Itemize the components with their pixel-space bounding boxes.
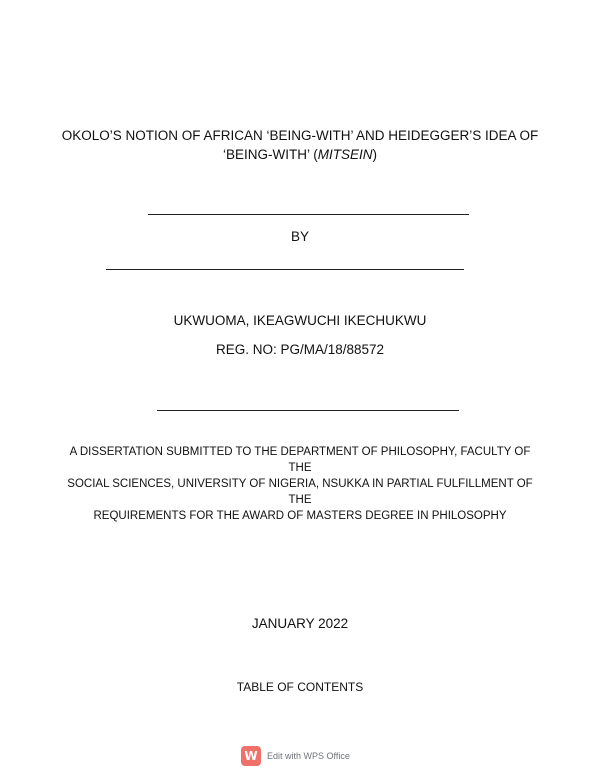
by-label: BY [290, 229, 309, 244]
dissertation-line-1: A DISSERTATION SUBMITTED TO THE DEPARTMENT OF PHILOSOPHY, FACULTY OF THE [69, 446, 531, 474]
table-of-contents-heading: TABLE OF CONTENTS [236, 680, 364, 694]
title-mitsein: MITSEIN [317, 147, 373, 162]
title-line-2-pre: ‘BEING-WITH’ ( [222, 147, 318, 162]
dissertation-line-3: REQUIREMENTS FOR THE AWARD OF MASTERS DEGREE IN PHILOSOPHY [93, 510, 507, 522]
divider-rule-1 [148, 214, 469, 215]
wps-watermark[interactable] [241, 746, 350, 766]
author-name: UKWUOMA, IKEAGWUCHI IKECHUKWU [173, 313, 427, 328]
divider-rule-3 [157, 410, 459, 411]
registration-number: REG. NO: PG/MA/18/88572 [215, 342, 385, 357]
title-line-2-post: ) [372, 147, 377, 162]
divider-rule-2 [106, 269, 464, 270]
submission-date: JANUARY 2022 [251, 616, 349, 631]
dissertation-statement [60, 444, 540, 524]
title-line-1: OKOLO’S NOTION OF AFRICAN ‘BEING-WITH’ AND HEIDEGGER’S IDEA OF [61, 128, 539, 143]
wps-logo-icon: W [241, 746, 261, 766]
wps-watermark-label: Edit with WPS Office [267, 751, 350, 761]
dissertation-line-2: SOCIAL SCIENCES, UNIVERSITY OF NIGERIA, NSUKKA IN PARTIAL FULFILLMENT OF THE [67, 478, 533, 506]
title-line-2 [0, 145, 600, 165]
